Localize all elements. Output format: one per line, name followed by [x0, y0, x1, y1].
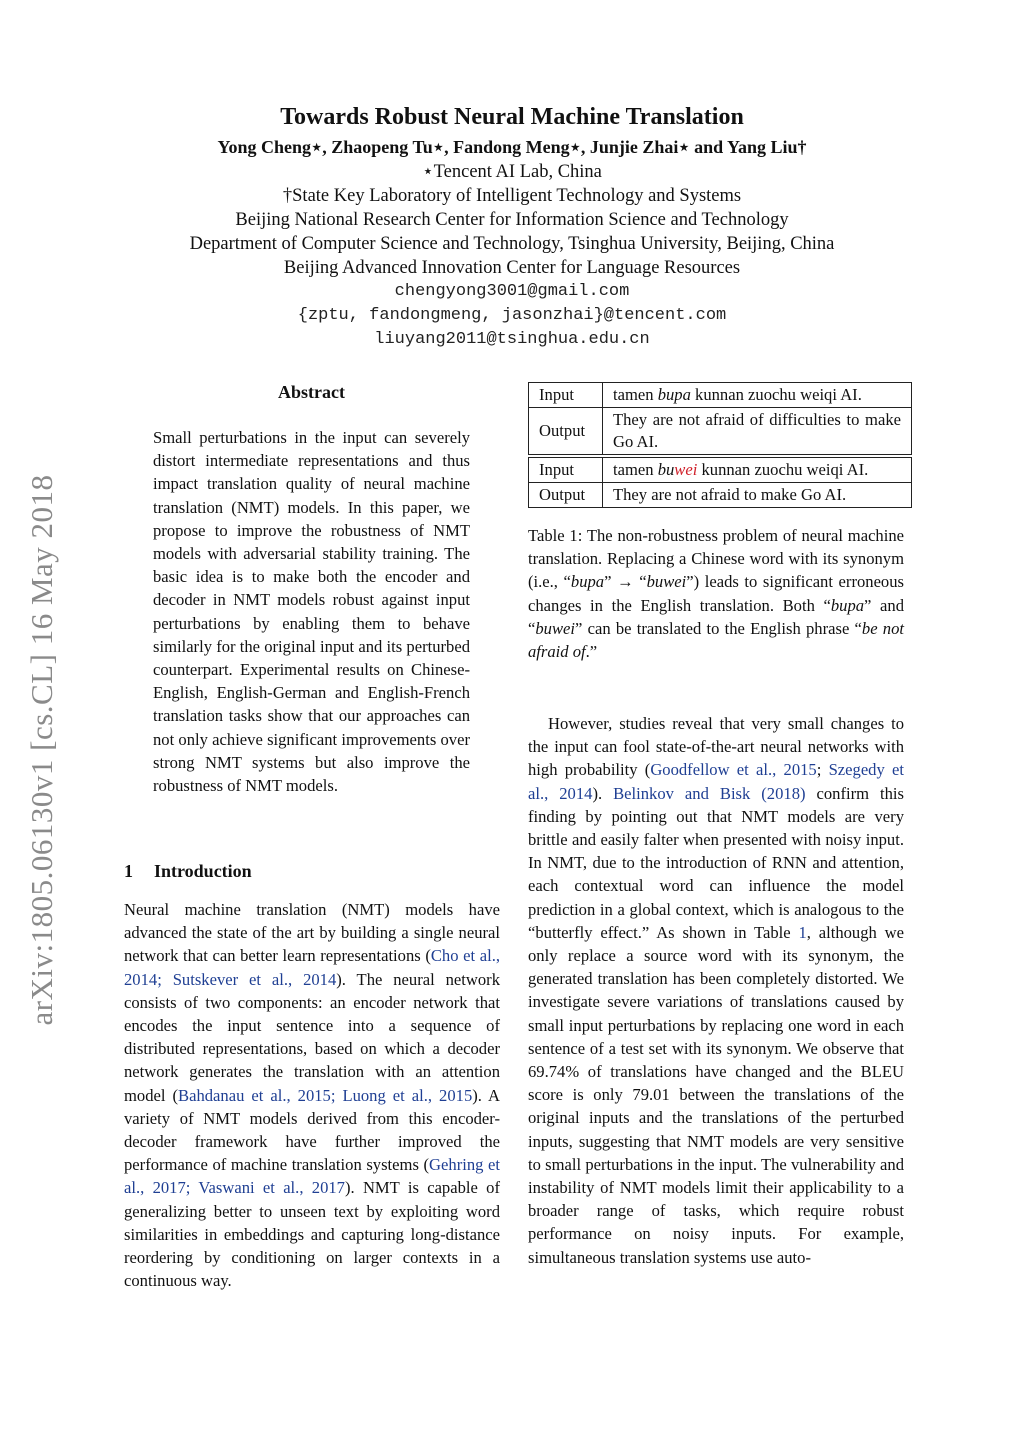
- intro-paragraph: [124, 898, 500, 1292]
- row-value: They are not afraid to make Go AI.: [603, 483, 912, 508]
- intro-text: ). A variety of NMT models derived from this encoder-decoder framework have further improved the performance of machine translation systems (: [124, 1085, 501, 1175]
- row-label: Output: [529, 408, 603, 455]
- abstract-heading: Abstract: [278, 382, 345, 402]
- citation-link[interactable]: Cho et al., 2014; Sutskever et al., 2014: [124, 946, 500, 989]
- abstract-body: [153, 426, 470, 797]
- row-label: Output: [529, 483, 603, 508]
- citation-link[interactable]: Goodfellow et al., 2015: [650, 760, 817, 780]
- table-1-perturbed: [528, 457, 912, 508]
- author-list: Yong Cheng⋆, Zhaopeng Tu⋆, Fandong Meng⋆, Junjie Zhai⋆ and Yang Liu†: [217, 137, 807, 157]
- table-1-caption: Table 1: The non-robustness problem of neural machine translation. Replacing a Chinese word with its synonym (i.e., “bupa” → “buwei”) leads to significant erroneous changes in the English translation. Both “bupa” and “buwei” can be translated to the English phrase “be not afraid of.”: [528, 526, 904, 662]
- affiliation-bnrc: Beijing National Research Center for Information Science and Technology: [235, 210, 789, 230]
- intro-text: ). The neural network consists of two components: an encoder network that encodes the input sentence into a sequence of distributed representations, based on which a decoder network generates the translation with an attention model (: [124, 969, 500, 1105]
- citation-link[interactable]: Szegedy et al., 2014: [528, 760, 904, 803]
- perturbed-word-highlight: wei: [674, 460, 698, 479]
- table-1-original: [528, 382, 912, 455]
- table-row: [529, 408, 912, 455]
- table-reference-link[interactable]: 1: [798, 922, 807, 942]
- paper-title: Towards Robust Neural Machine Translation: [280, 104, 744, 130]
- affiliation-tencent: ⋆Tencent AI Lab, China: [422, 162, 602, 182]
- row-label: Input: [529, 383, 603, 408]
- email-tencent: {zptu, fandongmeng, jasonzhai}@tencent.com: [297, 306, 727, 325]
- intro-text: Neural machine translation (NMT) models have advanced the state of the art by building a single neural network that can better learn representations (: [124, 900, 500, 966]
- section-title: Introduction: [154, 861, 252, 881]
- section-number: 1: [124, 861, 133, 881]
- row-label: Input: [529, 458, 603, 483]
- row-value: tamen buwei kunnan zuochu weiqi AI.: [603, 458, 912, 483]
- right-paragraph: However, studies reveal that very small changes to the input can fool state-of-the-art neural networks with high probability (Goodfellow et al., 2015; Szegedy et al., 2014). Belinkov and Bisk (2018) confirm this finding by pointing out that NMT models are very brittle and easily falter when presented with noisy input. In NMT, due to the introduction of RNN and attention, each contextual word can influence the model prediction in a global context, which is analogous to the “butterfly effect.” As shown in Table 1, although we only replace a source word with its synonym, the generated translation has been completely distorted. We investigate severe variations of translations caused by small input perturbations by replacing one word in each sentence of a test set with its synonym. We observe that 69.74% of translations have changed and the BLEU score is only 79.01 between the translations of the original inputs and the translations of the perturbed inputs, suggesting that NMT models are very sensitive to small perturbations in the input. The vulnerability and instability of NMT models limit their applicability to a broader range of tasks, which require robust performance on noisy inputs. For example, simultaneous translation systems use auto-: [528, 714, 904, 1267]
- section-heading-introduction: [124, 861, 252, 882]
- right-column-body: [528, 712, 904, 1269]
- arxiv-identifier-sidebar: [22, 440, 62, 1060]
- paper-header: [0, 100, 1024, 352]
- arxiv-identifier: arXiv:1805.06130v1 [cs.CL] 16 May 2018: [24, 474, 59, 1026]
- row-value: tamen bupa kunnan zuochu weiqi AI.: [603, 383, 912, 408]
- table-row: [529, 483, 912, 508]
- citation-link[interactable]: Belinkov and Bisk (2018): [613, 783, 806, 803]
- citation-link[interactable]: Bahdanau et al., 2015; Luong et al., 2015: [178, 1085, 473, 1105]
- introduction-body: [124, 898, 500, 1292]
- row-value: They are not afraid of difficulties to make Go AI.: [603, 408, 912, 455]
- citation-link[interactable]: Gehring et al., 2017; Vaswani et al., 2017: [124, 1155, 501, 1198]
- email-gmail: chengyong3001@gmail.com: [394, 282, 630, 301]
- intro-text: ). NMT is capable of generalizing better to unseen text by exploiting word similarities in embeddings and capturing long-distance reordering by conditioning on larger contexts in a continuous way.: [124, 1178, 500, 1291]
- table-row: [529, 458, 912, 483]
- affiliation-state-key-lab: †State Key Laboratory of Intelligent Technology and Systems: [282, 186, 742, 206]
- email-tsinghua: liuyang2011@tsinghua.edu.cn: [374, 330, 650, 349]
- affiliation-baicl: Beijing Advanced Innovation Center for Language Resources: [283, 258, 741, 278]
- affiliation-tsinghua: Department of Computer Science and Technology, Tsinghua University, Beijing, China: [189, 234, 835, 254]
- table-row: [529, 383, 912, 408]
- abstract-text: Small perturbations in the input can severely distort intermediate representations and thus impact translation quality of neural machine translation (NMT) models. In this paper, we propose to improve the robustness of NMT models with adversarial stability training. The basic idea is to make both the encoder and decoder in NMT models robust against input perturbations by enabling them to behave similarly for the original input and its perturbed counterpart. Experimental results on Chinese-English, English-German and English-French translation tasks show that our approaches can not only achieve significant improvements over strong NMT systems but also improve the robustness of NMT models.: [153, 428, 470, 796]
